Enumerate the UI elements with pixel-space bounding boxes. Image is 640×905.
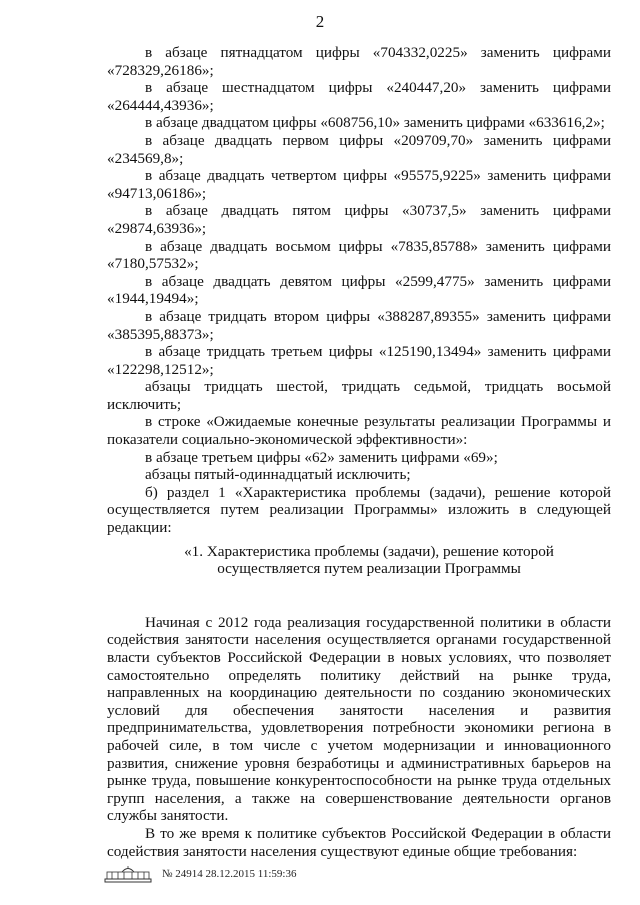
paragraph: в абзаце третьем цифры «62» заменить цифрами «69»;: [145, 448, 498, 466]
library-building-icon: [104, 865, 152, 883]
paragraph: в абзаце двадцать девятом цифры «2599,4775» заменить цифрами «1944,19494»;: [107, 272, 611, 308]
section-heading-line: осуществляется путем реализации Программы: [217, 560, 521, 578]
document-body: [107, 44, 611, 860]
paragraph: В то же время к политике субъектов Российской Федерации в области содействия занятости населения существуют единые общие требования:: [107, 824, 611, 860]
paragraph: б) раздел 1 «Характеристика проблемы (задачи), решение которой осуществляется путем реализации Программы» изложить в следующей редакции:: [107, 483, 611, 537]
paragraph: в абзаце тридцать третьем цифры «125190,13494» заменить цифрами «122298,12512»;: [107, 343, 611, 378]
paragraph: в абзаце двадцатом цифры «608756,10» заменить цифрами «633616,2»;: [145, 114, 605, 132]
paragraph: в абзаце двадцать восьмом цифры «7835,85788» заменить цифрами «7180,57532»;: [107, 237, 611, 273]
section-heading: [107, 543, 611, 578]
paragraph: в абзаце пятнадцатом цифры «704332,0225» заменить цифрами «728329,26186»;: [107, 44, 611, 79]
page-number: 2: [315, 12, 325, 31]
section-heading-line: «1. Характеристика проблемы (задачи), решение которой: [184, 542, 554, 560]
paragraph: в абзаце двадцать пятом цифры «30737,5» заменить цифрами «29874,63936»;: [107, 202, 611, 237]
paragraph: в абзаце двадцать первом цифры «209709,70» заменить цифрами «234569,8»;: [107, 131, 611, 167]
paragraph: Начиная с 2012 года реализация государственной политики в области содействия занятости населения осуществляется органами государственной власти субъектов Российской Федерации в новых условиях, что позволяет самостоятельно определять политику действий на рынке труда, направленных на координацию деятельности по созданию экономических условий для обеспечения занятости населения и развития предпринимательства, удовлетворения потребности экономики региона в рабочей силе, в том числе с учетом модернизации и инновационного развития, снижение уровня безработицы и административных барьеров на рынке труда, повышение конкурентоспособности на рынке труда отдельных групп населения, а также на совершенствование деятельности органов службы занятости.: [107, 613, 611, 825]
paragraph: в абзаце двадцать четвертом цифры «95575,9225» заменить цифрами «94713,06186»;: [107, 167, 611, 202]
paragraph: абзацы тридцать шестой, тридцать седьмой, тридцать восьмой исключить;: [107, 378, 611, 413]
paragraph: в абзаце шестнадцатом цифры «240447,20» заменить цифрами «264444,43936»;: [107, 79, 611, 114]
document-footer: [104, 864, 296, 884]
document-stamp: № 24914 28.12.2015 11:59:36: [162, 868, 297, 880]
paragraph: в абзаце тридцать втором цифры «388287,89355» заменить цифрами «385395,88373»;: [107, 307, 611, 343]
paragraph: в строке «Ожидаемые конечные результаты реализации Программы и показатели социально-экономической эффективности»:: [107, 413, 611, 449]
spacer: [107, 578, 611, 614]
paragraph: абзацы пятый-одиннадцатый исключить;: [145, 466, 411, 484]
